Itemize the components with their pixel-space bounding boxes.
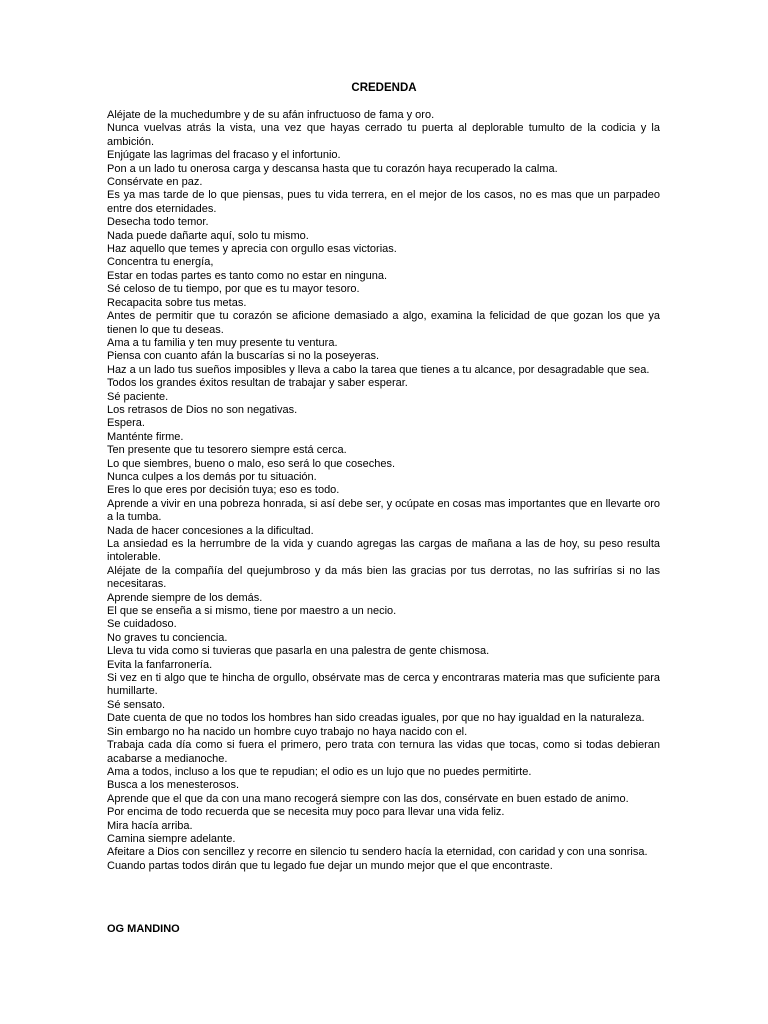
body-line: Date cuenta de que no todos los hombres han sido creadas iguales, por que no hay igualdad en la naturaleza. <box>107 712 645 725</box>
body-line: Eres lo que eres por decisión tuya; eso es todo. <box>107 484 340 497</box>
body-line: Evita la fanfarronería. <box>107 658 213 671</box>
author-signature: OG MANDINO <box>107 923 180 935</box>
body-line: Es ya mas tarde de lo que piensas, pues tu vida terrera, en el mejor de los casos, no es mas que un parpadeo entre dos eternidades. <box>107 189 660 215</box>
body-line: Sin embargo no ha nacido un hombre cuyo trabajo no haya nacido con el. <box>107 725 468 738</box>
body-line: Todos los grandes éxitos resultan de trabajar y saber esperar. <box>107 377 408 390</box>
body-line: Manténte firme. <box>107 430 184 443</box>
body-line: El que se enseña a si mismo, tiene por maestro a un necio. <box>107 605 397 618</box>
body-line: Si vez en ti algo que te hincha de orgullo, obsérvate mas de cerca y encontraras materia mas que suficiente para humillarte. <box>107 672 660 698</box>
body-line: La ansiedad es la herrumbre de la vida y cuando agregas las cargas de mañana a las de hoy, su peso resulta intolerable. <box>107 538 660 564</box>
body-line: Aprende que el que da con una mano recogerá siempre con las dos, consérvate en buen estado de animo. <box>107 792 629 805</box>
body-line: Cuando partas todos dirán que tu legado fue dejar un mundo mejor que el que encontraste. <box>107 859 553 872</box>
body-line: Aléjate de la compañía del quejumbroso y da más bien las gracias por tus derrotas, no las sufrirías si no las necesitaras. <box>107 564 660 591</box>
body-line: Desecha todo temor. <box>107 216 209 229</box>
body-line: Lo que siembres, bueno o malo, eso será lo que coseches. <box>107 457 396 470</box>
body-line: Pon a un lado tu onerosa carga y descansa hasta que tu corazón haya recuperado la calma. <box>107 162 558 175</box>
body-line: Nunca vuelvas atrás la vista, una vez que hayas cerrado tu puerta al deplorable tumulto de la codicia y la ambición. <box>107 122 660 148</box>
body-line: Los retrasos de Dios no son negativas. <box>107 403 298 416</box>
body-line: Nunca culpes a los demás por tu situación. <box>107 470 317 483</box>
body-line: Camina siempre adelante. <box>107 832 236 845</box>
body-line: Sé paciente. <box>107 390 169 403</box>
body-line: Trabaja cada día como si fuera el primero, pero trata con ternura las vidas que tocas, como si todas debieran acabarse a medianoche. <box>107 739 660 765</box>
body-line: No graves tu conciencia. <box>107 631 228 644</box>
body-line: Se cuidadoso. <box>107 618 177 631</box>
body-line: Ama a tu familia y ten muy presente tu ventura. <box>107 336 338 349</box>
body-line: Consérvate en paz. <box>107 176 203 189</box>
body-line: Nada de hacer concesiones a la dificultad. <box>107 524 314 537</box>
body-line: Ama a todos, incluso a los que te repudian; el odio es un lujo que no puedes permitirte. <box>107 765 532 778</box>
body-line: Sé sensato. <box>107 698 166 711</box>
body-line: Recapacita sobre tus metas. <box>107 296 247 309</box>
body-line: Lleva tu vida como si tuvieras que pasarla en una palestra de gente chismosa. <box>107 645 490 658</box>
body-line: Busca a los menesterosos. <box>107 779 240 792</box>
body-line: Por encima de todo recuerda que se necesita muy poco para llevar una vida feliz. <box>107 806 505 819</box>
body-line: Estar en todas partes es tanto como no estar en ninguna. <box>107 269 388 282</box>
body-line: Aléjate de la muchedumbre y de su afán infructuoso de fama y oro. <box>107 109 435 121</box>
body-line: Concentra tu energía, <box>107 256 214 269</box>
body-line: Haz aquello que temes y aprecia con orgullo esas victorias. <box>107 243 397 256</box>
body-line: Sé celoso de tu tiempo, por que es tu mayor tesoro. <box>107 283 360 296</box>
body-line: Ten presente que tu tesorero siempre está cerca. <box>107 444 347 457</box>
document-body <box>107 109 660 873</box>
body-line: Aprende a vivir en una pobreza honrada, si así debe ser, y ocúpate en cosas mas importantes que en llevarte oro a la tumba. <box>107 497 660 524</box>
body-line: Antes de permitir que tu corazón se aficione demasiado a algo, examina la felicidad de que gozan los que ya tienen lo que tu deseas. <box>107 310 660 336</box>
document-title: CREDENDA <box>351 82 417 94</box>
body-line: Espera. <box>107 417 145 430</box>
body-line: Haz a un lado tus sueños imposibles y lleva a cabo la tarea que tienes a tu alcance, por desagradable que sea. <box>107 363 650 376</box>
body-line: Mira hacía arriba. <box>107 819 193 832</box>
body-line: Afeitare a Dios con sencillez y recorre en silencio tu sendero hacía la eternidad, con caridad y con una sonrisa. <box>107 846 648 859</box>
body-line: Piensa con cuanto afán la buscarías si no la poseyeras. <box>107 350 380 363</box>
body-line: Enjúgate las lagrimas del fracaso y el infortunio. <box>107 149 341 162</box>
body-line: Nada puede dañarte aquí, solo tu mismo. <box>107 229 309 242</box>
body-line: Aprende siempre de los demás. <box>107 591 263 604</box>
